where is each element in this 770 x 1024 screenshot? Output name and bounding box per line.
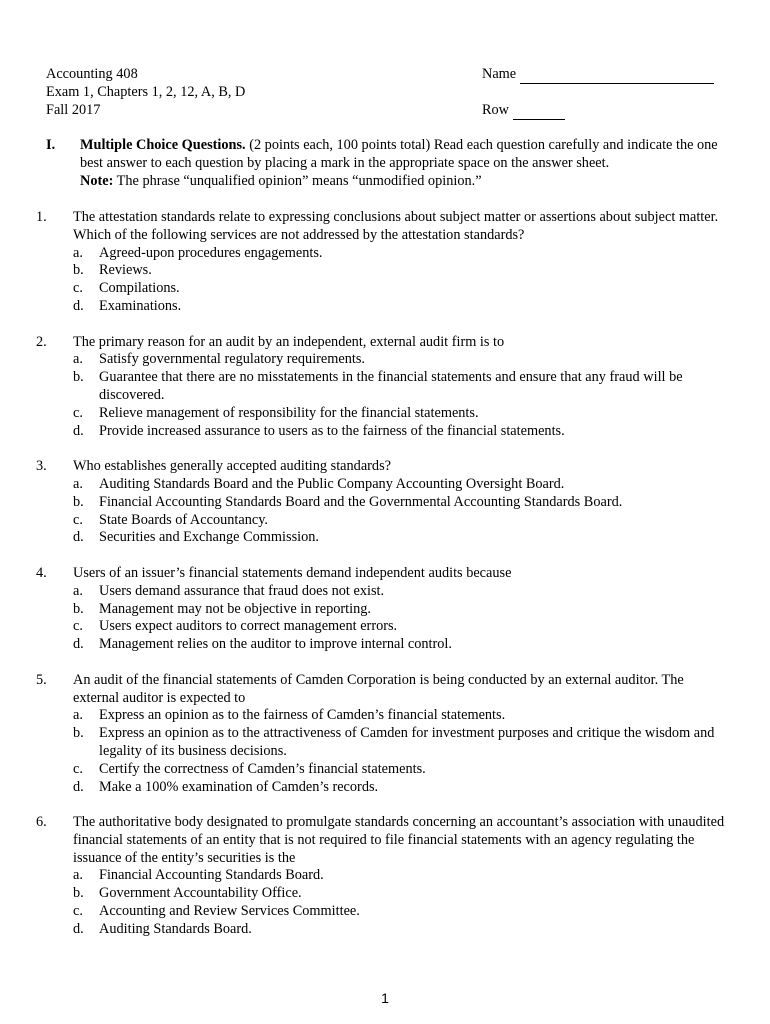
question-number: 4. [36,564,47,581]
question-item [36,565,736,654]
option-letter: b. [73,725,84,742]
option-text: Management relies on the auditor to improve internal control. [99,636,452,653]
question-number: 6. [36,814,47,831]
option-letter: d. [73,778,84,795]
answer-option [73,583,736,601]
name-label: Name [482,66,517,82]
option-letter: d. [73,422,84,439]
option-letter: a. [73,867,83,884]
question-item [36,334,736,441]
option-letter: d. [73,920,84,937]
answer-option [73,405,736,423]
section-body [80,137,720,190]
option-letter: d. [73,636,84,653]
answer-option [73,245,736,263]
course-title: Accounting 408 [46,66,138,82]
question-text: An audit of the financial statements of Camden Corporation is being conducted by an external auditor. The external auditor is expected to [73,671,684,706]
option-letter: c. [73,280,83,297]
note-paragraph [80,173,720,191]
student-info [482,66,732,120]
answer-option [73,725,736,761]
row-label: Row [482,101,510,118]
answer-option [73,423,736,441]
option-letter: b. [73,369,84,386]
option-text: State Boards of Accountancy. [99,511,269,528]
option-letter: b. [73,493,84,510]
option-text: Certify the correctness of Camden’s financial statements. [99,760,426,777]
question-text: The authoritative body designated to promulgate standards concerning an accountant’s association with unaudited financial statements of an entity that is not required to file financial statements with an agency regulating the issuance of the entity’s securities is the [73,814,725,866]
question-number: 5. [36,671,47,688]
answer-option [73,512,736,530]
option-text: Relieve management of responsibility for the financial statements. [99,404,479,421]
answer-option [73,921,736,939]
option-text: Express an opinion as to the attractiveness of Camden for investment purposes and critique the wisdom and legality of its business decisions. [99,725,715,759]
exam-description: Exam 1, Chapters 1, 2, 12, A, B, D [46,83,246,100]
answer-option [73,636,736,654]
option-text: Examinations. [99,297,182,314]
option-text: Reviews. [99,262,152,279]
option-text: Auditing Standards Board. [99,920,252,937]
option-text: Satisfy governmental regulatory requirements. [99,351,366,368]
question-item [36,672,736,797]
answer-option [73,529,736,547]
row-field [482,102,732,120]
answer-option [73,262,736,280]
option-text: Financial Accounting Standards Board and the Governmental Accounting Standards Board. [99,493,623,510]
option-letter: b. [73,885,84,902]
answer-option [73,476,736,494]
question-text: Who establishes generally accepted auditing standards? [73,458,391,475]
answer-option [73,903,736,921]
question-number: 2. [36,333,47,350]
option-letter: c. [73,618,83,635]
answer-option [73,298,736,316]
option-text: Express an opinion as to the fairness of Camden’s financial statements. [99,707,506,724]
option-text: Agreed-upon procedures engagements. [99,244,323,261]
section-instructions-text: (2 points each, 100 points total) Read each question carefully and indicate the one best answer to each question by placing a mark in the appropriate space on the answer sheet. [80,137,718,171]
question-number: 3. [36,458,47,475]
option-text: Accounting and Review Services Committee. [99,903,360,920]
instructions-paragraph [80,137,720,173]
answer-option [73,601,736,619]
exam-header [46,66,726,119]
option-text: Compilations. [99,280,180,297]
option-letter: a. [73,351,83,368]
question-number: 1. [36,209,47,225]
option-letter: a. [73,582,83,599]
question-text: The primary reason for an audit by an independent, external audit firm is to [73,333,505,350]
answer-option [73,494,736,512]
option-letter: a. [73,707,83,724]
answer-option [73,280,736,298]
option-text: Users demand assurance that fraud does not exist. [99,582,385,599]
question-item [36,458,736,547]
answer-option [73,779,736,797]
name-field [482,66,732,84]
answer-option [73,369,736,405]
question-item [36,814,736,939]
option-letter: c. [73,760,83,777]
option-text: Securities and Exchange Commission. [99,529,319,546]
exam-term: Fall 2017 [46,101,101,118]
option-text: Financial Accounting Standards Board. [99,867,324,884]
option-letter: b. [73,600,84,617]
question-text: Users of an issuer’s financial statements demand independent audits because [73,564,512,581]
option-text: Government Accountability Office. [99,885,302,902]
question-item [36,209,736,316]
answer-option [73,618,736,636]
option-text: Users expect auditors to correct management errors. [99,618,398,635]
option-text: Provide increased assurance to users as to the fairness of the financial statements. [99,422,565,439]
option-text: Auditing Standards Board and the Public Company Accounting Oversight Board. [99,475,565,492]
note-label: Note: [80,172,114,189]
answer-option [73,707,736,725]
option-letter: d. [73,297,84,314]
row-blank[interactable] [513,105,565,120]
option-text: Make a 100% examination of Camden’s records. [99,778,379,795]
answer-option [73,761,736,779]
page-number: 1 [381,990,389,1006]
name-blank[interactable] [520,69,714,84]
option-letter: c. [73,903,83,920]
option-letter: a. [73,244,83,261]
question-text: The attestation standards relate to expressing conclusions about subject matter or assertions about subject matter. Which of the following services are not addressed by the attestation standards? [73,209,719,243]
option-letter: c. [73,404,83,421]
answer-option [73,351,736,369]
option-text: Guarantee that there are no misstatements in the financial statements and ensure that any fraud will be discovered. [99,369,683,403]
option-text: Management may not be objective in reporting. [99,600,371,617]
note-text: The phrase “unqualified opinion” means “unmodified opinion.” [116,172,482,189]
section-title: Multiple Choice Questions. [80,137,246,153]
option-letter: a. [73,475,83,492]
section-number: I. [46,137,56,153]
question-list [36,209,736,956]
option-letter: b. [73,262,84,279]
option-letter: c. [73,511,83,528]
option-letter: d. [73,529,84,546]
section-instructions [46,137,736,190]
answer-option [73,885,736,903]
answer-option [73,867,736,885]
